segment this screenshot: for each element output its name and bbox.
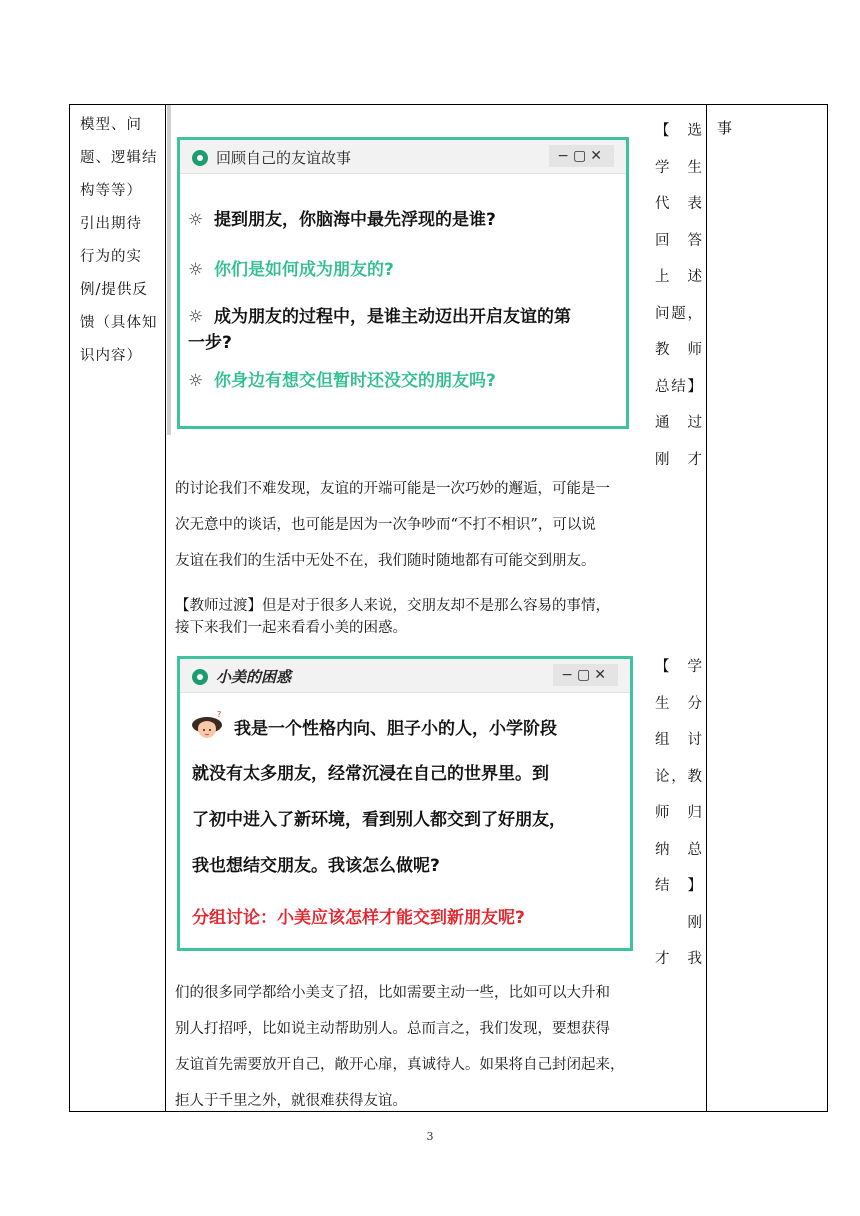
group-discussion-prompt: 分组讨论：小美应该怎样才能交到新朋友呢? [192, 908, 525, 928]
teacher-transition: 【教师过渡】但是对于很多人来说，交朋友却不是那么容易的事情， 接下来我们一起来看看小美的困惑。 [175, 598, 610, 636]
column-1-text: 模型、问 题、逻辑结 构等等） 引出期待 行为的实 例/提供反 馈（具体知 识内容） [80, 117, 158, 364]
card-header [180, 140, 626, 174]
bulb-icon: ☼ [188, 307, 204, 327]
paragraph-line: 友谊在我们的生活中无处不在，我们随时随地都有可能交到朋友。 [175, 553, 596, 569]
paragraph-line: 们的很多同学都给小美支了招，比如需要主动一些，比如可以大升和 [175, 985, 610, 1001]
bulb-icon: ☼ [188, 260, 204, 280]
paragraph-line: 友谊首先需要放开自己，敞开心扉，真诚待人。如果将自己封闭起来， [175, 1057, 625, 1073]
side-note-1: 【 选 学 生 代 表 回 答 上 述 问题， 教 师 总结】 通 过 刚 才 [655, 123, 703, 468]
bulb-icon: ☼ [188, 371, 204, 391]
story-line-4: 我也想结交朋友。我该怎么做呢? [192, 856, 440, 876]
window-controls-icon[interactable]: −▢✕ [549, 145, 614, 167]
question-3: ☼ 成为朋友的过程中，是谁主动迈出开启友谊的第 一步? [188, 304, 618, 356]
friendship-story-card [177, 137, 629, 429]
column-divider [165, 105, 166, 1111]
target-icon [192, 669, 208, 685]
window-controls-icon[interactable]: −▢✕ [553, 664, 618, 686]
svg-text:?: ? [217, 711, 222, 719]
side-note-2: 【 学 生 分 组 讨 论，教 师 归 纳 总 结】 刚 才 我 [655, 659, 703, 967]
card-title: 回顾自己的友谊故事 [216, 149, 352, 167]
bulb-icon: ☼ [188, 210, 204, 230]
page-number: 3 [426, 1130, 434, 1143]
girl-avatar-icon [190, 711, 224, 741]
paragraph-line: 次无意中的谈话，也可能是因为一次争吵而“不打不相识”，可以说 [175, 517, 596, 533]
story-line-3: 了初中进入了新环境，看到别人都交到了好朋友， [192, 810, 566, 830]
left-accent-bar [167, 105, 171, 435]
question-4: ☼ 你身边有想交但暂时还没交的朋友吗? [188, 368, 618, 394]
xiaomei-confusion-card [177, 656, 633, 951]
card-title: 小美的困惑 [216, 668, 292, 686]
target-icon [192, 150, 208, 166]
card-header [180, 659, 630, 693]
column-2-content [167, 105, 707, 1111]
paragraph-line: 的讨论我们不难发现，友谊的开端可能是一次巧妙的邂逅，可能是一 [175, 481, 610, 497]
story-line-1: 我是一个性格内向、胆子小的人，小学阶段 [234, 719, 557, 739]
story-line-2: 就没有太多朋友，经常沉浸在自己的世界里。到 [192, 764, 549, 784]
column-3-text: 事 [717, 119, 733, 137]
lesson-table [69, 104, 828, 1112]
paragraph-line: 别人打招呼，比如说主动帮助别人。总而言之，我们发现，要想获得 [175, 1021, 610, 1037]
paragraph-line: 拒人于千里之外，就很难获得友谊。 [175, 1093, 407, 1109]
question-1: ☼ 提到朋友，你脑海中最先浮现的是谁? [188, 207, 618, 233]
question-2: ☼ 你们是如何成为朋友的? [188, 257, 618, 283]
